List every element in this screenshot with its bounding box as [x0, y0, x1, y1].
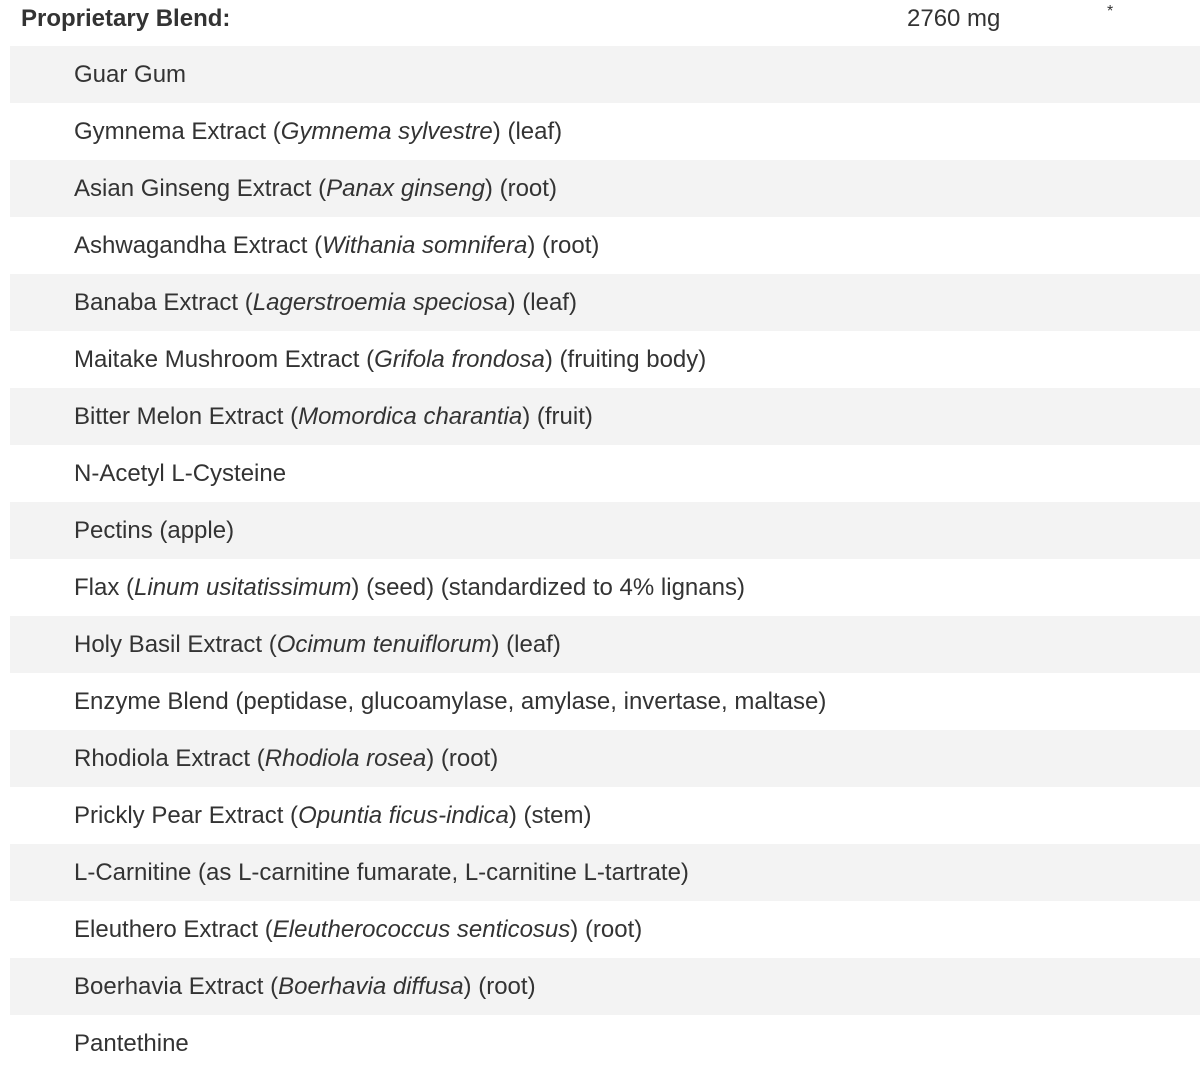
ingredient-part: (leaf) — [507, 117, 563, 145]
ingredient-name: Ashwagandha Extract — [74, 231, 308, 259]
ingredient-row — [10, 1015, 1200, 1072]
ingredient-row: Gymnema Extract ( Gymnema sylvestre ) (leaf) — [10, 103, 1200, 160]
ingredient-part: (seed) (standardized to 4% lignans) — [366, 573, 745, 601]
ingredient-row — [10, 673, 1200, 730]
ingredient-name: Eleuthero Extract — [74, 915, 259, 943]
ingredient-latin-name: Grifola frondosa — [374, 345, 545, 373]
ingredient-latin-name: Rhodiola rosea — [264, 744, 427, 772]
ingredient-part: (root) — [478, 972, 536, 1000]
ingredient-latin-name: Eleutherococcus senticosus — [272, 915, 571, 943]
ingredient-part: (fruiting body) — [559, 345, 707, 373]
ingredient-row — [10, 502, 1200, 559]
ingredient-name: Flax — [74, 573, 120, 601]
ingredient-row: Banaba Extract ( Lagerstroemia speciosa ) (leaf) — [10, 274, 1200, 331]
ingredient-row: Prickly Pear Extract ( Opuntia ficus-indica ) (stem) — [10, 787, 1200, 844]
ingredient-name: Guar Gum — [74, 60, 187, 88]
ingredient-name: Maitake Mushroom Extract — [74, 345, 360, 373]
ingredient-latin-name: Withania somnifera — [322, 231, 528, 259]
ingredient-name: Boerhavia Extract — [74, 972, 264, 1000]
ingredient-row: Flax ( Linum usitatissimum ) (seed) (standardized to 4% lignans) — [10, 559, 1200, 616]
ingredient-latin-name: Lagerstroemia speciosa — [252, 288, 508, 316]
blend-name: Proprietary Blend: — [21, 5, 231, 32]
blend-amount: 2760 mg — [907, 5, 1001, 32]
ingredient-name: Rhodiola Extract — [74, 744, 251, 772]
blend-header-row — [10, 0, 1200, 46]
ingredient-part: (stem) — [523, 801, 592, 829]
ingredient-row — [10, 844, 1200, 901]
ingredient-name: Asian Ginseng Extract — [74, 174, 312, 202]
ingredient-row: Boerhavia Extract ( Boerhavia diffusa ) (root) — [10, 958, 1200, 1015]
ingredient-part: (root) — [542, 231, 600, 259]
ingredient-row: Eleuthero Extract ( Eleutherococcus senticosus ) (root) — [10, 901, 1200, 958]
ingredient-part: (root) — [584, 915, 643, 943]
ingredient-name: Pantethine — [74, 1029, 189, 1057]
ingredient-row: Holy Basil Extract ( Ocimum tenuiflorum ) (leaf) — [10, 616, 1200, 673]
ingredient-latin-name: Gymnema sylvestre — [280, 117, 493, 145]
ingredient-row: Rhodiola Extract ( Rhodiola rosea ) (root) — [10, 730, 1200, 787]
ingredient-name: Holy Basil Extract — [74, 630, 263, 658]
ingredient-name: L-Carnitine (as L-carnitine fumarate, L-carnitine L-tartrate) — [74, 858, 689, 886]
ingredient-part: (fruit) — [536, 402, 593, 430]
ingredient-row: Asian Ginseng Extract ( Panax ginseng ) (root) — [10, 160, 1200, 217]
ingredient-name: Prickly Pear Extract — [74, 801, 284, 829]
ingredient-name: Gymnema Extract — [74, 117, 267, 145]
ingredient-part: (root) — [440, 744, 499, 772]
ingredient-part: (leaf) — [506, 630, 561, 658]
blend-daily-value: * — [1107, 3, 1114, 20]
ingredient-row — [10, 46, 1200, 103]
ingredient-latin-name: Ocimum tenuiflorum — [276, 630, 492, 658]
ingredient-part: (root) — [499, 174, 557, 202]
ingredient-row: Ashwagandha Extract ( Withania somnifera ) (root) — [10, 217, 1200, 274]
ingredient-row — [10, 445, 1200, 502]
ingredient-name: Bitter Melon Extract — [74, 402, 284, 430]
ingredient-latin-name: Linum usitatissimum — [134, 573, 352, 601]
ingredient-latin-name: Momordica charantia — [298, 402, 523, 430]
ingredient-name: Enzyme Blend (peptidase, glucoamylase, amylase, invertase, maltase) — [74, 687, 827, 715]
ingredient-part: (leaf) — [522, 288, 577, 316]
ingredient-latin-name: Boerhavia diffusa — [278, 972, 464, 1000]
ingredient-list — [10, 46, 1200, 1072]
ingredient-row: Maitake Mushroom Extract ( Grifola frondosa ) (fruiting body) — [10, 331, 1200, 388]
ingredient-name: Pectins (apple) — [74, 516, 235, 544]
ingredient-name: N-Acetyl L-Cysteine — [74, 459, 287, 487]
ingredient-name: Banaba Extract — [74, 288, 239, 316]
ingredient-latin-name: Opuntia ficus-indica — [298, 801, 509, 829]
ingredient-row: Bitter Melon Extract ( Momordica charantia ) (fruit) — [10, 388, 1200, 445]
ingredient-latin-name: Panax ginseng — [326, 174, 485, 202]
